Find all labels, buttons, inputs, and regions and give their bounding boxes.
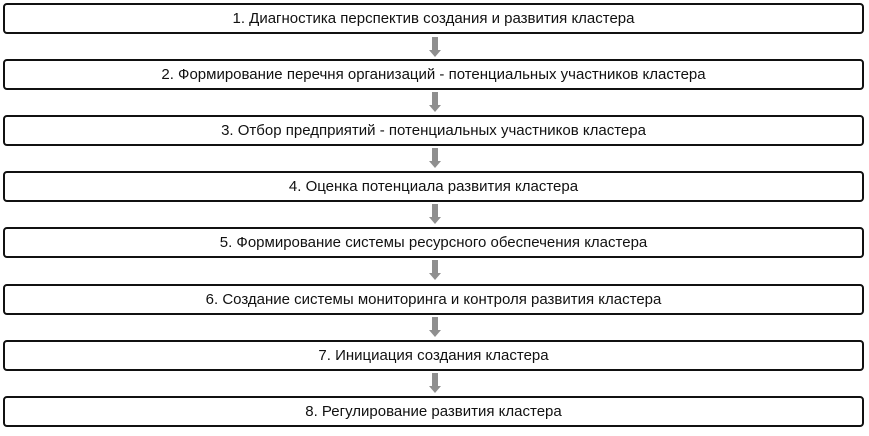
step-label: 6. Создание системы мониторинга и контроля развития кластера	[205, 291, 662, 308]
step-label: 8. Регулирование развития кластера	[305, 403, 562, 420]
step-box-7	[3, 340, 864, 371]
step-box-4	[3, 171, 864, 202]
down-arrow-icon	[429, 92, 441, 114]
step-box-8	[3, 396, 864, 427]
step-label: 1. Диагностика перспектив создания и развития кластера	[232, 10, 635, 27]
step-box-1	[3, 3, 864, 34]
down-arrow-icon	[429, 260, 441, 282]
down-arrow-icon	[429, 148, 441, 170]
step-label: 5. Формирование системы ресурсного обеспечения кластера	[219, 234, 648, 251]
step-box-6	[3, 284, 864, 315]
down-arrow-icon	[429, 204, 441, 226]
down-arrow-icon	[429, 37, 441, 59]
step-box-2	[3, 59, 864, 90]
step-box-5	[3, 227, 864, 258]
step-label: 7. Инициация создания кластера	[318, 347, 549, 364]
step-box-3	[3, 115, 864, 146]
step-label: 2. Формирование перечня организаций - потенциальных участников кластера	[161, 66, 706, 83]
down-arrow-icon	[429, 373, 441, 395]
step-label: 3. Отбор предприятий - потенциальных участников кластера	[221, 122, 646, 139]
down-arrow-icon	[429, 317, 441, 339]
step-label: 4. Оценка потенциала развития кластера	[288, 178, 579, 195]
